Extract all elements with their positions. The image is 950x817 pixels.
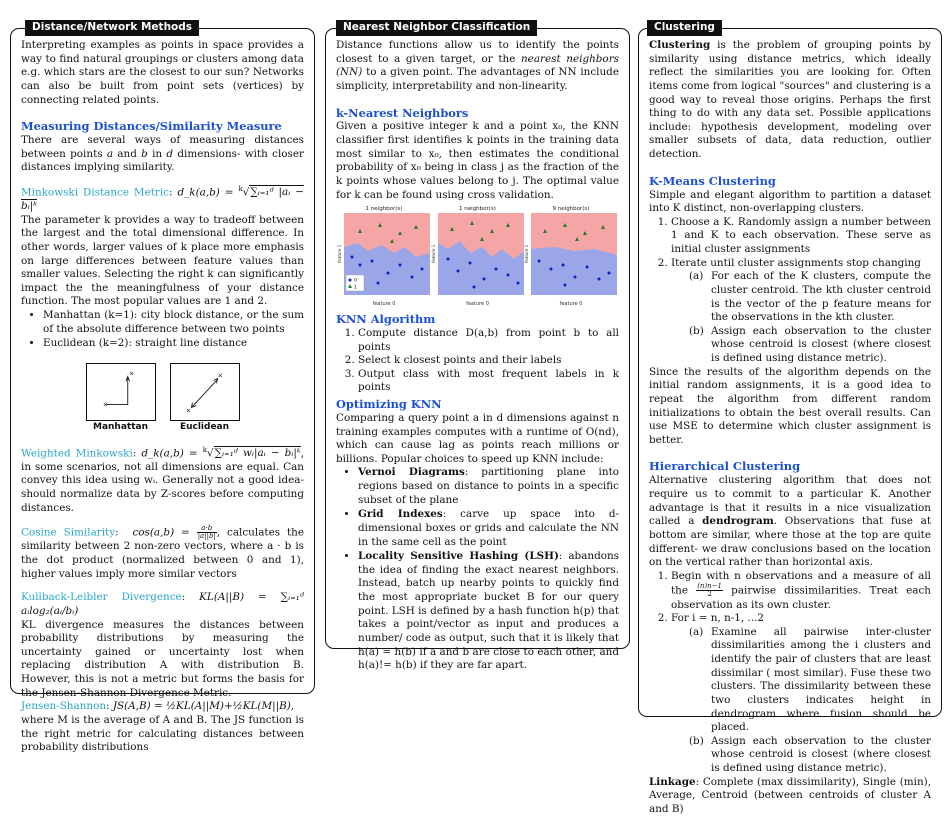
knn-decision-figure [338,213,430,301]
section-heading: Optimizing KNN [336,397,442,411]
panel-title: Nearest Neighbor Classification [336,20,537,36]
knn-plots [338,206,617,308]
svg-text:×: × [102,400,108,409]
legend-label: 0 [354,278,357,284]
kmeans-substeps [689,270,931,365]
axis-label: feature 1 [337,245,342,264]
list-item: • Manhattan (k=1): city block distance, or the sum of the absolute difference between two points [43,309,304,336]
kmeans-text: Simple and elegant algorithm to partition a dataset into K distinct, non-overlapping clusters. [649,188,931,215]
knn-text: Given a positive integer k and a point x₀, the KNN classifier first identifies k points in the training data most similar to x₀, then estimates the conditional probability of x₀ being in class j as the fraction of the k points whose values belong to j. The optimal value for k can be found using cross validation. [336,120,619,201]
section-heading: KNN Algorithm [336,311,436,326]
hierarchical-text: Alternative clustering algorithm that does not require us to commit to a particular K. Another advantage is that it results in a nice visualization called a dendrogram. Observations that fuse at bottom are similar, where those at the top are quite different- we draw conclusions based on the location on the vertical rather than horizontal axis. [649,474,932,569]
plot-title: 1 neighbor(s) [365,206,403,213]
plot-title: 9 neighbor(s) [552,206,590,213]
panel-title: Distance/Network Methods [25,20,199,36]
plot-title: 1 neighbor(s) [459,206,496,213]
manhattan-figure [86,363,156,421]
list-item: (a) For each of the K clusters, compute the cluster centroid. The kth cluster centroid is the vector of the p feature means for the observations in the kth cluster. [689,270,931,324]
svg-text:×: × [217,371,223,380]
list-item: (a) Examine all pairwise inter-cluster dissimilarities among the i clusters and identify the pair of clusters that are least dissimilar ( most similar). Fuse these two clusters. The dissimilarity between these two clusters indicates height in dendrogram where fusion should be placed. [689,625,931,734]
knn-decision-figure [525,213,617,301]
minkowski-line: Minkowski Distance Metric: d_k(a,b) = $^k$√∑ᵢ₌₁ᵈ |aᵢ − bᵢ|ᵏ [21,184,304,213]
svg-text:×: × [128,369,134,378]
minkowski-text: The parameter k provides a way to tradeoff between the largest and the total dimensional difference. In other words, larger values of k place more emphasis on large differences between feature values than smaller values. Selecting the right k can significantly impact the the meaningfulness of your distance function. The most popular values are 1 and 2. [21,213,304,308]
cosine-text: Cosine Similarity: cos(a,b) = $\frac{a\cdot b}{|a||b|}$ , calculates the similarity between 2 non-zero vectors, where a · b is the dot product (normalized between 0 and 1), higher values imply more similar vectors [21,524,304,580]
js-text: where M is the average of A and B. The JS function is the right metric for calculating distances between probability distributions [21,713,304,754]
distance-diagrams [21,363,304,434]
optimizing-bullets [358,466,619,672]
section-heading: Measuring Distances/Similarity Measure [21,119,282,134]
hierarchical-steps [671,570,931,776]
cosine-label: Cosine Similarity [21,526,116,539]
measuring-text: There are several ways of measuring distances between points a and b in d dimensions- with closer distances implying similarity. [21,134,304,174]
legend-label: 1 [354,285,357,291]
distance-bullets [43,309,304,351]
list-item: • Locality Sensitive Hashing (LSH): abandons the idea of finding the exact nearest neighbors. Instead, batch up nearby points to quickly find the most appropriate bucket B for our query point. LSH is defined by a hash function h(p) that takes a point/vector as input and produces a number/ code as output, such that it is likely that h(a) = h(b) if a and b are close to each other, and h(a)!= h(b) if they are far apart. [358,550,619,673]
js-line: Jensen-Shannon: JS(A,B) = ½KL(A||M)+½KL(M||B), [21,700,295,713]
weighted-text: Weighted Minkowski: d_k(a,b) = $^k$√∑ᵢ₌₁ᵈ wᵢ|aᵢ − bᵢ|ᵏ, in some scenarios, not all dimensions are equal. Can convey this idea using wᵢ. Generally not a good idea- should normalize data by Z-scores before computing distances. [21,445,304,514]
linkage-text: Linkage: Complete (max dissimilarity), Single (min), Average, Centroid (between centroids of cluster A and B) [649,775,931,815]
list-item: 1. Begin with n observations and a measure of all the $\frac{(n)n-1}{2}$ pairwise dissimilarities. Treat each observation as its own cluster. [671,570,931,612]
knn-plot [338,206,430,308]
minkowski-label: Minkowski Distance Metric [21,186,170,199]
list-item: 2. Select k closest points and their labels [358,354,619,368]
section-heading: k-Nearest Neighbors [336,105,469,120]
algorithm-steps [358,327,619,395]
euclidean-figure [170,363,240,421]
list-item: 1. Compute distance D(a,b) from point b to all points [358,327,619,354]
nearest-neighbor-panel [325,21,630,672]
knn-plot [432,206,524,308]
list-item: 1. Choose a K. Randomly assign a number between 1 and K to each observation. These serve as initial cluster assignments [671,216,931,257]
distance-methods-panel [10,21,315,754]
diagram-caption: Manhattan [92,421,148,432]
list-item: 2. Iterate until cluster assignments stop changing (a) For each of the K clusters, compute the cluster centroid. The kth cluster centroid is the vector of the p feature means for the observations in the kth cluster. (b) Assign each observation to the cluster whose centroid is closest (where closest is defined using distance metric). [671,257,931,366]
list-item: (b) Assign each observation to the cluster whose centroid is closest (where closest is defined using distance metric). [689,324,931,365]
intro-text: Clustering is the problem of grouping points by similarity using distance metrics, which ideally reflect the similarities you are looking for. Often items come from logical "sources" and clustering is a good way to reveal those origins. Perhaps the first thing to do with any data set. Possible applications include: hypothesis development, modeling over smaller subsets of data, data reduction, outlier detection. [649,39,931,160]
js-label: Jensen-Shannon [21,700,107,713]
intro-text: Interpreting examples as points in space provides a way to find natural groupings or clusters among data e.g. which stars are the closest to our sun? Networks can also be built from point sets (vertices) by connecting related points. [21,39,304,106]
kmeans-after-text: Since the results of the algorithm depends on the initial random assignments, it is a good idea to repeat the algorithm from different random initializations to obtain the best overall results. Can use MSE to determine which cluster assignment is better. [649,365,931,446]
list-item: 3. Output class with most frequent labels in k points [358,368,619,395]
list-item: (b) Assign each observation to the cluster whose centroid is closest (where closest is defined using distance metric). [689,734,931,774]
list-item: • Vernoi Diagrams: partitioning plane into regions based on distance to points in a specific subset of the plane [358,466,619,507]
axis-label: feature 1 [430,245,436,264]
kl-label: Kullback-Leibler Divergence [21,591,182,604]
list-item: • Euclidean (k=2): straight line distance [43,337,304,351]
section-heading: K-Means Clustering [649,173,776,188]
section-heading: Hierarchical Clustering [649,459,801,474]
clustering-panel [638,21,942,815]
list-item: 2. For i = n, n-1, ...2 (a) Examine all pairwise inter-cluster dissimilarities among the i clusters and identify the pair of clusters that are least dissimilar ( most similar). Fuse these two clusters. The dissimilarity between these two clusters indicates height in dendrogram where fusion should be placed. (b) Assign each observation to the cluster whose centroid is closest (where closest is defined using distance metric). [671,612,931,776]
axis-label: feature 0 [372,301,396,308]
optimizing-text: Comparing a query point a in d dimensions against n training examples computes with a runtime of O(nd), which can cause lag as points reach millions or billions. Popular choices to speed up KNN include: [336,411,619,465]
diagram-caption: Euclidean [179,421,230,432]
axis-label: feature 0 [559,301,583,308]
list-item: • Grid Indexes: carve up space into d-dimensional boxes or grids and calculate the NN in the same cell as the point [358,508,619,549]
intro-text: Distance functions allow us to identify the points closest to a given target, or the nearest neighbors (NN) to a given point. The advantages of NN include simplicity, interpretability and non-linearity. [336,39,619,92]
euclidean-diagram [170,363,240,434]
panel-title: Clustering [647,20,722,36]
manhattan-diagram [86,363,156,434]
axis-label: feature 0 [466,301,489,308]
knn-plot [525,206,617,308]
kmeans-steps [671,216,931,366]
kl-text: KL divergence measures the distances between probability distributions by measuring the uncertainty gained or uncertainty lost when replacing distribution A with distribution B. However, this is not a metric but forms the basis for the Jensen-Shannon Divergence Metric. [21,618,304,699]
svg-text:×: × [185,406,191,415]
hierarchical-substeps [689,626,931,776]
weighted-label: Weighted Minkowski [21,447,133,460]
knn-decision-figure [432,213,524,301]
axis-label: feature 1 [524,245,529,264]
kl-line: Kullback-Leibler Divergence: KL(A||B) = ∑ᵢ₌₁ᵈ aᵢlog₂(aᵢ/bᵢ) [21,591,304,617]
